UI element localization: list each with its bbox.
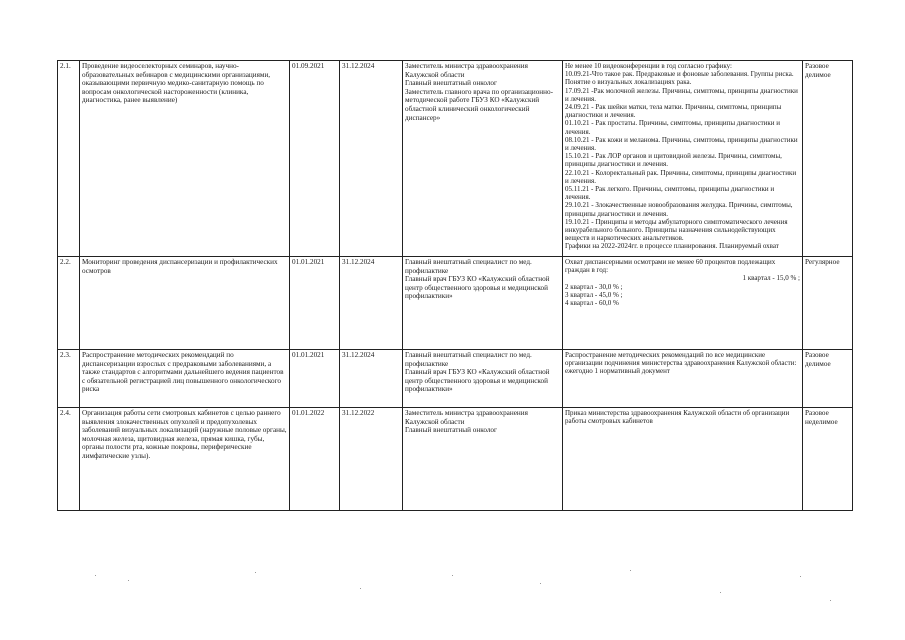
periodicity: Регулярное bbox=[803, 257, 853, 350]
expected-result: Охват диспансерными осмотрами не менее 60 процентов подлежащих граждан в год: 1 квартал - 15,0 % ; 2 квартал - 30,0 % ; 3 квартал - 45,0 % ; 4 квартал - 60,0 % bbox=[563, 257, 803, 350]
task-description: Мониторинг проведения диспансеризации и профилактических осмотров bbox=[80, 257, 290, 350]
task-description: Распространение методических рекомендаций по диспансеризации взрослых с предраковыми заболеваниями, а также стандартов с алгоритмами дальнейшего ведения пациентов с обязательной регистрацией лиц повышенного онкологического риска bbox=[80, 350, 290, 408]
expected-result: Не менее 10 видеоконференции в год согласно графику: 10.09.21-Что такое рак. Предраковые и фоновые заболевания. Группы риска. Понятие о визуальных локализациях рака. 17.09.21 -Рак молочной железы. Причины, симптомы, принципы диагностики и лечения. 24.09.21 - Рак шейки матки, тела матки. Причины, симптомы, принципы диагностики и лечения. 01.10.21 - Рак простаты. Причины, симптомы, принципы диагностики и лечения. 08.10.21 - Рак кожи и меланома. Причины, симптомы, принципы диагностики и лечения. 15.10.21 - Рак ЛОР органов и щитовидной железы. Причины, симптомы, принципы диагностики и лечения. 22.10.21 - Колоректальный рак. Причины, симптомы, принципы диагностики и лечения. 05.11.21 - Рак легкого. Причины, симптомы, принципы диагностики и лечения. 29.10.21 - Злокачественные новообразования желудка. Причины, симптомы, принципы диагностики и лечения. 19.10.21 - Принципы и методы амбулаторного симптоматического лечения инкурабельного больного. Принципы назначения сильнодействующих веществ и наркотических анальгетиков. Графики на 2022-2024гг. в процессе планирования. Планируемый охват bbox=[563, 61, 803, 257]
end-date: 31.12.2024 bbox=[340, 350, 403, 408]
end-date: 31.12.2022 bbox=[340, 408, 403, 511]
periodicity: Разовое неделимое bbox=[803, 408, 853, 511]
start-date: 01.01.2021 bbox=[290, 257, 340, 350]
start-date: 01.01.2022 bbox=[290, 408, 340, 511]
responsible-persons: Заместитель министра здравоохранения Калужской области Главный внештатный онколог bbox=[403, 408, 563, 511]
document-page bbox=[57, 60, 852, 513]
expected-result: Распространение методических рекомендаций по все медицинские организации подчинения министерства здравоохранения Калужской области: ежегодно 1 нормативный документ bbox=[563, 350, 803, 408]
responsible-persons: Заместитель министра здравоохранения Калужской области Главный внештатный онколог Заместитель главного врача по организационно-методической работе ГБУЗ КО «Калужский областной клинический онкологический диспансер» bbox=[403, 61, 563, 257]
responsible-persons: Главный внештатный специалист по мед. профилактике Главный врач ГБУЗ КО «Калужский областной центр общественного здоровья и медицинской профилактики» bbox=[403, 350, 563, 408]
table-row bbox=[58, 257, 853, 350]
task-description: Организация работы сети смотровых кабинетов с целью раннего выявления злокачественных опухолей и предопухолевых заболеваний визуальных локализаций (наружные половые органы, молочная железа, щитовидная железа, прямая кишка, губы, органы полости рта, кожные покровы, периферические лимфатические узлы). bbox=[80, 408, 290, 511]
periodicity: Разовое делимое bbox=[803, 350, 853, 408]
periodicity: Разовое делимое bbox=[803, 61, 853, 257]
quarter-1-line: 1 квартал - 15,0 % ; bbox=[742, 274, 800, 283]
expected-result: Приказ министерства здравоохранения Калужской области об организации работы смотровых кабинетов bbox=[563, 408, 803, 511]
row-number: 2.1. bbox=[58, 61, 80, 257]
row-number: 2.2. bbox=[58, 257, 80, 350]
responsible-persons: Главный внештатный специалист по мед. профилактике Главный врач ГБУЗ КО «Калужский областной центр общественного здоровья и медицинской профилактики» bbox=[403, 257, 563, 350]
row-number: 2.3. bbox=[58, 350, 80, 408]
end-date: 31.12.2024 bbox=[340, 257, 403, 350]
start-date: 01.01.2021 bbox=[290, 350, 340, 408]
task-description: Проведение видеоселекторных семинаров, научно-образовательных вебинаров с медицинскими организациями, оказывающими первичную медико-санитарную помощь по вопросам онкологической настороженности (клиника, диагностика, ранее выявление) bbox=[80, 61, 290, 257]
table-row bbox=[58, 408, 853, 511]
table-row bbox=[58, 61, 853, 257]
table-row bbox=[58, 350, 853, 408]
end-date: 31.12.2024 bbox=[340, 61, 403, 257]
row-number: 2.4. bbox=[58, 408, 80, 511]
measures-table bbox=[57, 60, 853, 511]
start-date: 01.09.2021 bbox=[290, 61, 340, 257]
